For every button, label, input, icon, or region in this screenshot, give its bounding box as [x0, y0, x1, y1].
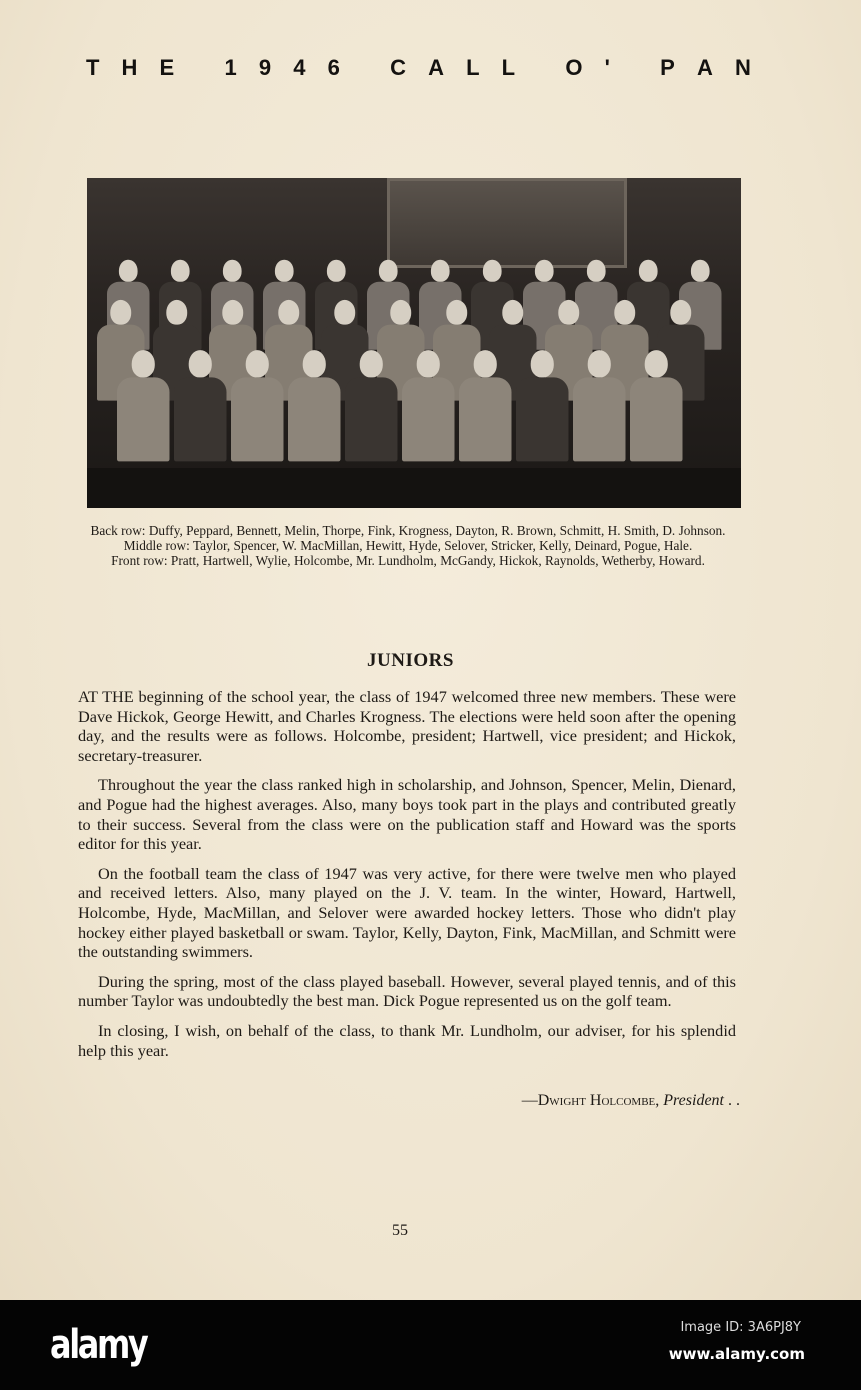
- paragraph: AT THE beginning of the school year, the class of 1947 welcomed three new members. These were Dave Hickok, George Hewitt, and Charles Krogness. The elections were held soon after the opening day, and the results were as follows. Holcombe, president; Hartwell, vice president; and Hickok, secretary-treasurer.: [78, 687, 736, 765]
- paragraph: In closing, I wish, on behalf of the class, to thank Mr. Lundholm, our adviser, for his splendid help this year.: [78, 1020, 736, 1060]
- signature-role: President: [663, 1092, 724, 1109]
- class-photo: [87, 178, 741, 508]
- title-letter: [196, 55, 202, 81]
- title-letter: L: [466, 55, 480, 80]
- photo-caption: [78, 524, 738, 569]
- paragraph: Throughout the year the class ranked high in scholarship, and Johnson, Spencer, Melin, Dienard, and Pogue had the highest averages. Also, many boys took part in the plays and contributed greatly to their success. Several from the class were on the publication staff and Howard was the sports editor for this year.: [78, 775, 736, 854]
- wall-panel: [387, 178, 627, 268]
- section-heading: JUNIORS: [367, 650, 454, 671]
- title-letter: 6: [327, 55, 340, 80]
- title-letter: A: [428, 55, 444, 80]
- alamy-logo: alamy: [50, 1322, 147, 1368]
- signature-name: —Dwight Holcombe,: [521, 1092, 660, 1109]
- title-letter: [537, 55, 543, 81]
- title-letter: ': [604, 55, 610, 80]
- site-url[interactable]: www.alamy.com: [668, 1345, 805, 1363]
- page-number: 55: [392, 1222, 408, 1239]
- watermark-bar: [0, 1300, 861, 1390]
- title-letter: N: [734, 55, 751, 80]
- paragraph: On the football team the class of 1947 was very active, for there were twelve men who played and received letters. Also, many played on the J. V. team. In the winter, Howard, Hartwell, Holcombe, Hyde, MacMillan, and Selover were awarded hockey letters. Those who didn't play hockey either played basketball or swam. Taylor, Kelly, Dayton, Fink, MacMillan, and Schmitt were the outstanding swimmers.: [78, 863, 736, 962]
- title-letter: A: [696, 55, 713, 80]
- title-letter: C: [390, 55, 407, 80]
- title-letter: [632, 55, 638, 81]
- title-letter: O: [565, 55, 583, 80]
- title-letter: P: [660, 55, 675, 80]
- signature: —Dwight Holcombe, President . .: [521, 1092, 740, 1109]
- title-letter: H: [121, 55, 138, 80]
- title-letter: 9: [258, 55, 272, 80]
- title-letter: 4: [293, 55, 306, 80]
- title-letter: L: [501, 55, 516, 80]
- paragraph: During the spring, most of the class played baseball. However, several played tennis, and of this number Taylor was undoubtedly the best man. Dick Pogue represented us on the golf team.: [78, 971, 736, 1011]
- title-letter: [362, 55, 368, 81]
- title-letter: E: [159, 55, 175, 80]
- article-body: [78, 687, 736, 1070]
- title-letter: T: [86, 55, 100, 80]
- caption-back-row: Back row: Duffy, Peppard, Bennett, Melin, Thorpe, Fink, Krogness, Dayton, R. Brown, Schmitt, H. Smith, D. Johnson.: [90, 523, 726, 538]
- image-id: Image ID: 3A6PJ8Y: [680, 1320, 801, 1335]
- title-letter: 1: [224, 55, 237, 80]
- floor: [87, 468, 741, 508]
- caption-front-row: Front row: Pratt, Hartwell, Wylie, Holcombe, Mr. Lundholm, McGandy, Hickok, Raynolds, Wetherby, Howard.: [111, 553, 705, 568]
- caption-middle-row: Middle row: Taylor, Spencer, W. MacMillan, Hewitt, Hyde, Selover, Stricker, Kelly, Deinard, Pogue, Hale.: [123, 538, 693, 553]
- page-title: [86, 55, 751, 81]
